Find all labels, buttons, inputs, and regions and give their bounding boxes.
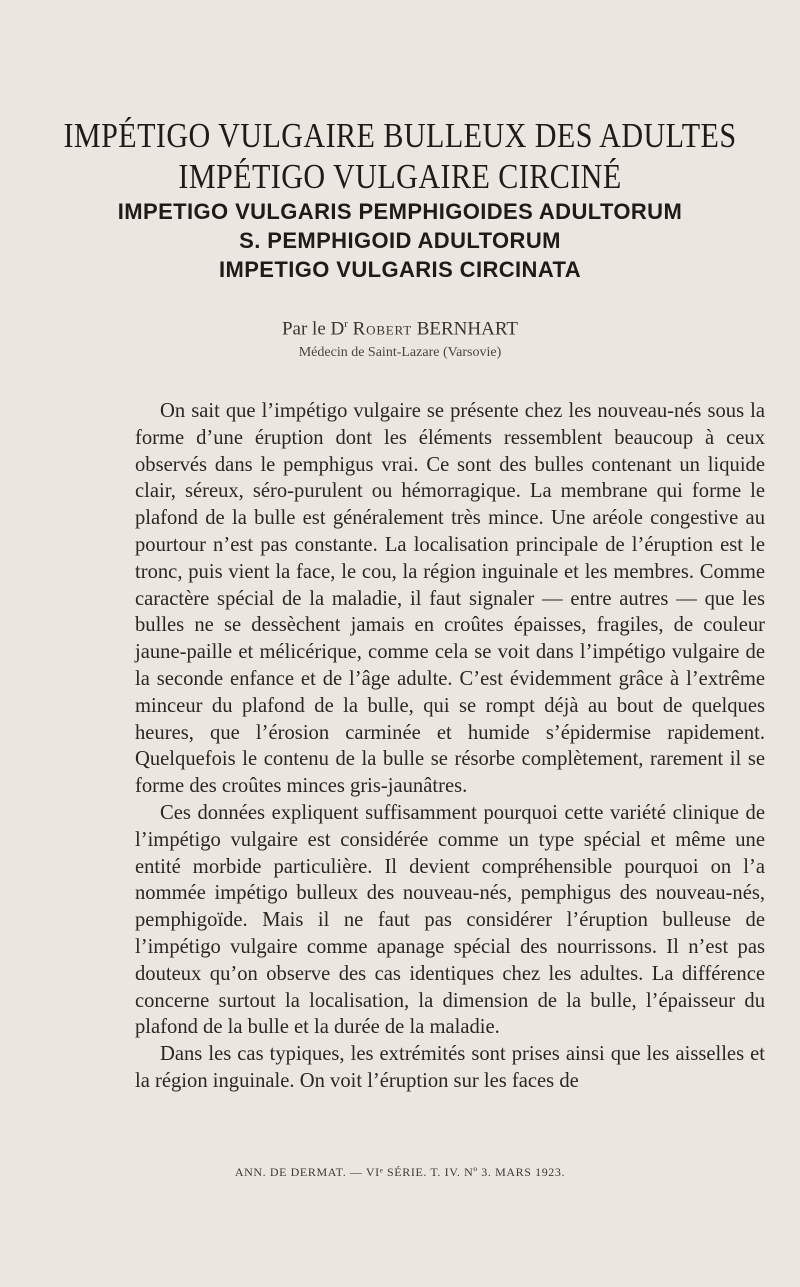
author-prefix: Par le D — [281, 318, 345, 340]
author-affiliation: Médecin de Saint-Lazare (Varsovie) — [298, 345, 502, 360]
title-secondary: IMPÉTIGO VULGAIRE CIRCINÉ — [178, 157, 622, 196]
title-latin-1: IMPETIGO VULGARIS PEMPHIGOIDES ADULTORUM — [117, 199, 683, 224]
journal-footer: ANN. DE DERMAT. — VIᵉ SÉRIE. T. IV. Nº 3. MARS 1923. — [234, 1165, 566, 1179]
author-byline — [0, 318, 800, 340]
paragraph-2: Ces données expliquent suffisamment pourquoi cette variété clinique de l’impétigo vulgaire est considérée comme un type spécial et même une entité morbide particulière. Il devient compréhensible pourquoi on l’a nommée impétigo bulleux des nouveau-nés, pemphigus des nouveau-nés, pemphigoïde. Mais il ne faut pas considérer l’éruption bulleuse de l’impétigo vulgaire comme apanage spécial des nourrissons. Il n’est pas douteux qu’on observe des cas identiques chez les adultes. La différence concerne surtout la localisation, la dimension de la bulle, l’épaisseur du plafond de la bulle et la durée de la maladie. — [135, 801, 765, 1039]
title-latin-3: IMPETIGO VULGARIS CIRCINATA — [219, 257, 581, 282]
author-last-name: BERNHART — [416, 318, 518, 340]
paragraph-1: On sait que l’impétigo vulgaire se présente chez les nouveau-nés sous la forme d’une éruption dont les éléments ressemblent beaucoup à ceux observés dans le pemphigus vrai. Ce sont des bulles contenant un liquide clair, séreux, séro-purulent ou hémorragique. La membrane qui forme le plafond de la bulle est généralement très mince. Une aréole congestive au pourtour n’est pas constante. La localisation principale de l’éruption est le tronc, puis vient la face, le cou, la région inguinale et les membres. Comme caractère spécial de la maladie, il faut signaler — entre autres — que les bulles ne se dessèchent jamais en croûtes épaisses, fragiles, de couleur jaune-paille et mélicérique, comme cela se voit dans l’impétigo vulgaire de la seconde enfance et de l’âge adulte. C’est évidemment grâce à l’extrême minceur du plafond de la bulle, qui se rompt déjà au bout de quelques heures, que l’érosion carminée et humide s’épidermise rapidement. Quelquefois le contenu de la bulle se résorbe complètement, rarement il se forme des croûtes minces gris-jaunâtres. — [135, 400, 765, 798]
author-title-sup: r — [344, 318, 348, 330]
paragraph-3: Dans les cas typiques, les extrémités sont prises ainsi que les aisselles et la région inguinale. On voit l’éruption sur les faces de — [135, 1043, 765, 1092]
title-main: IMPÉTIGO VULGAIRE BULLEUX DES ADULTES — [63, 116, 737, 155]
title-latin-2: S. PEMPHIGOID ADULTORUM — [239, 228, 561, 253]
author-first-name: Robert — [352, 318, 412, 340]
article-body — [135, 398, 765, 1095]
